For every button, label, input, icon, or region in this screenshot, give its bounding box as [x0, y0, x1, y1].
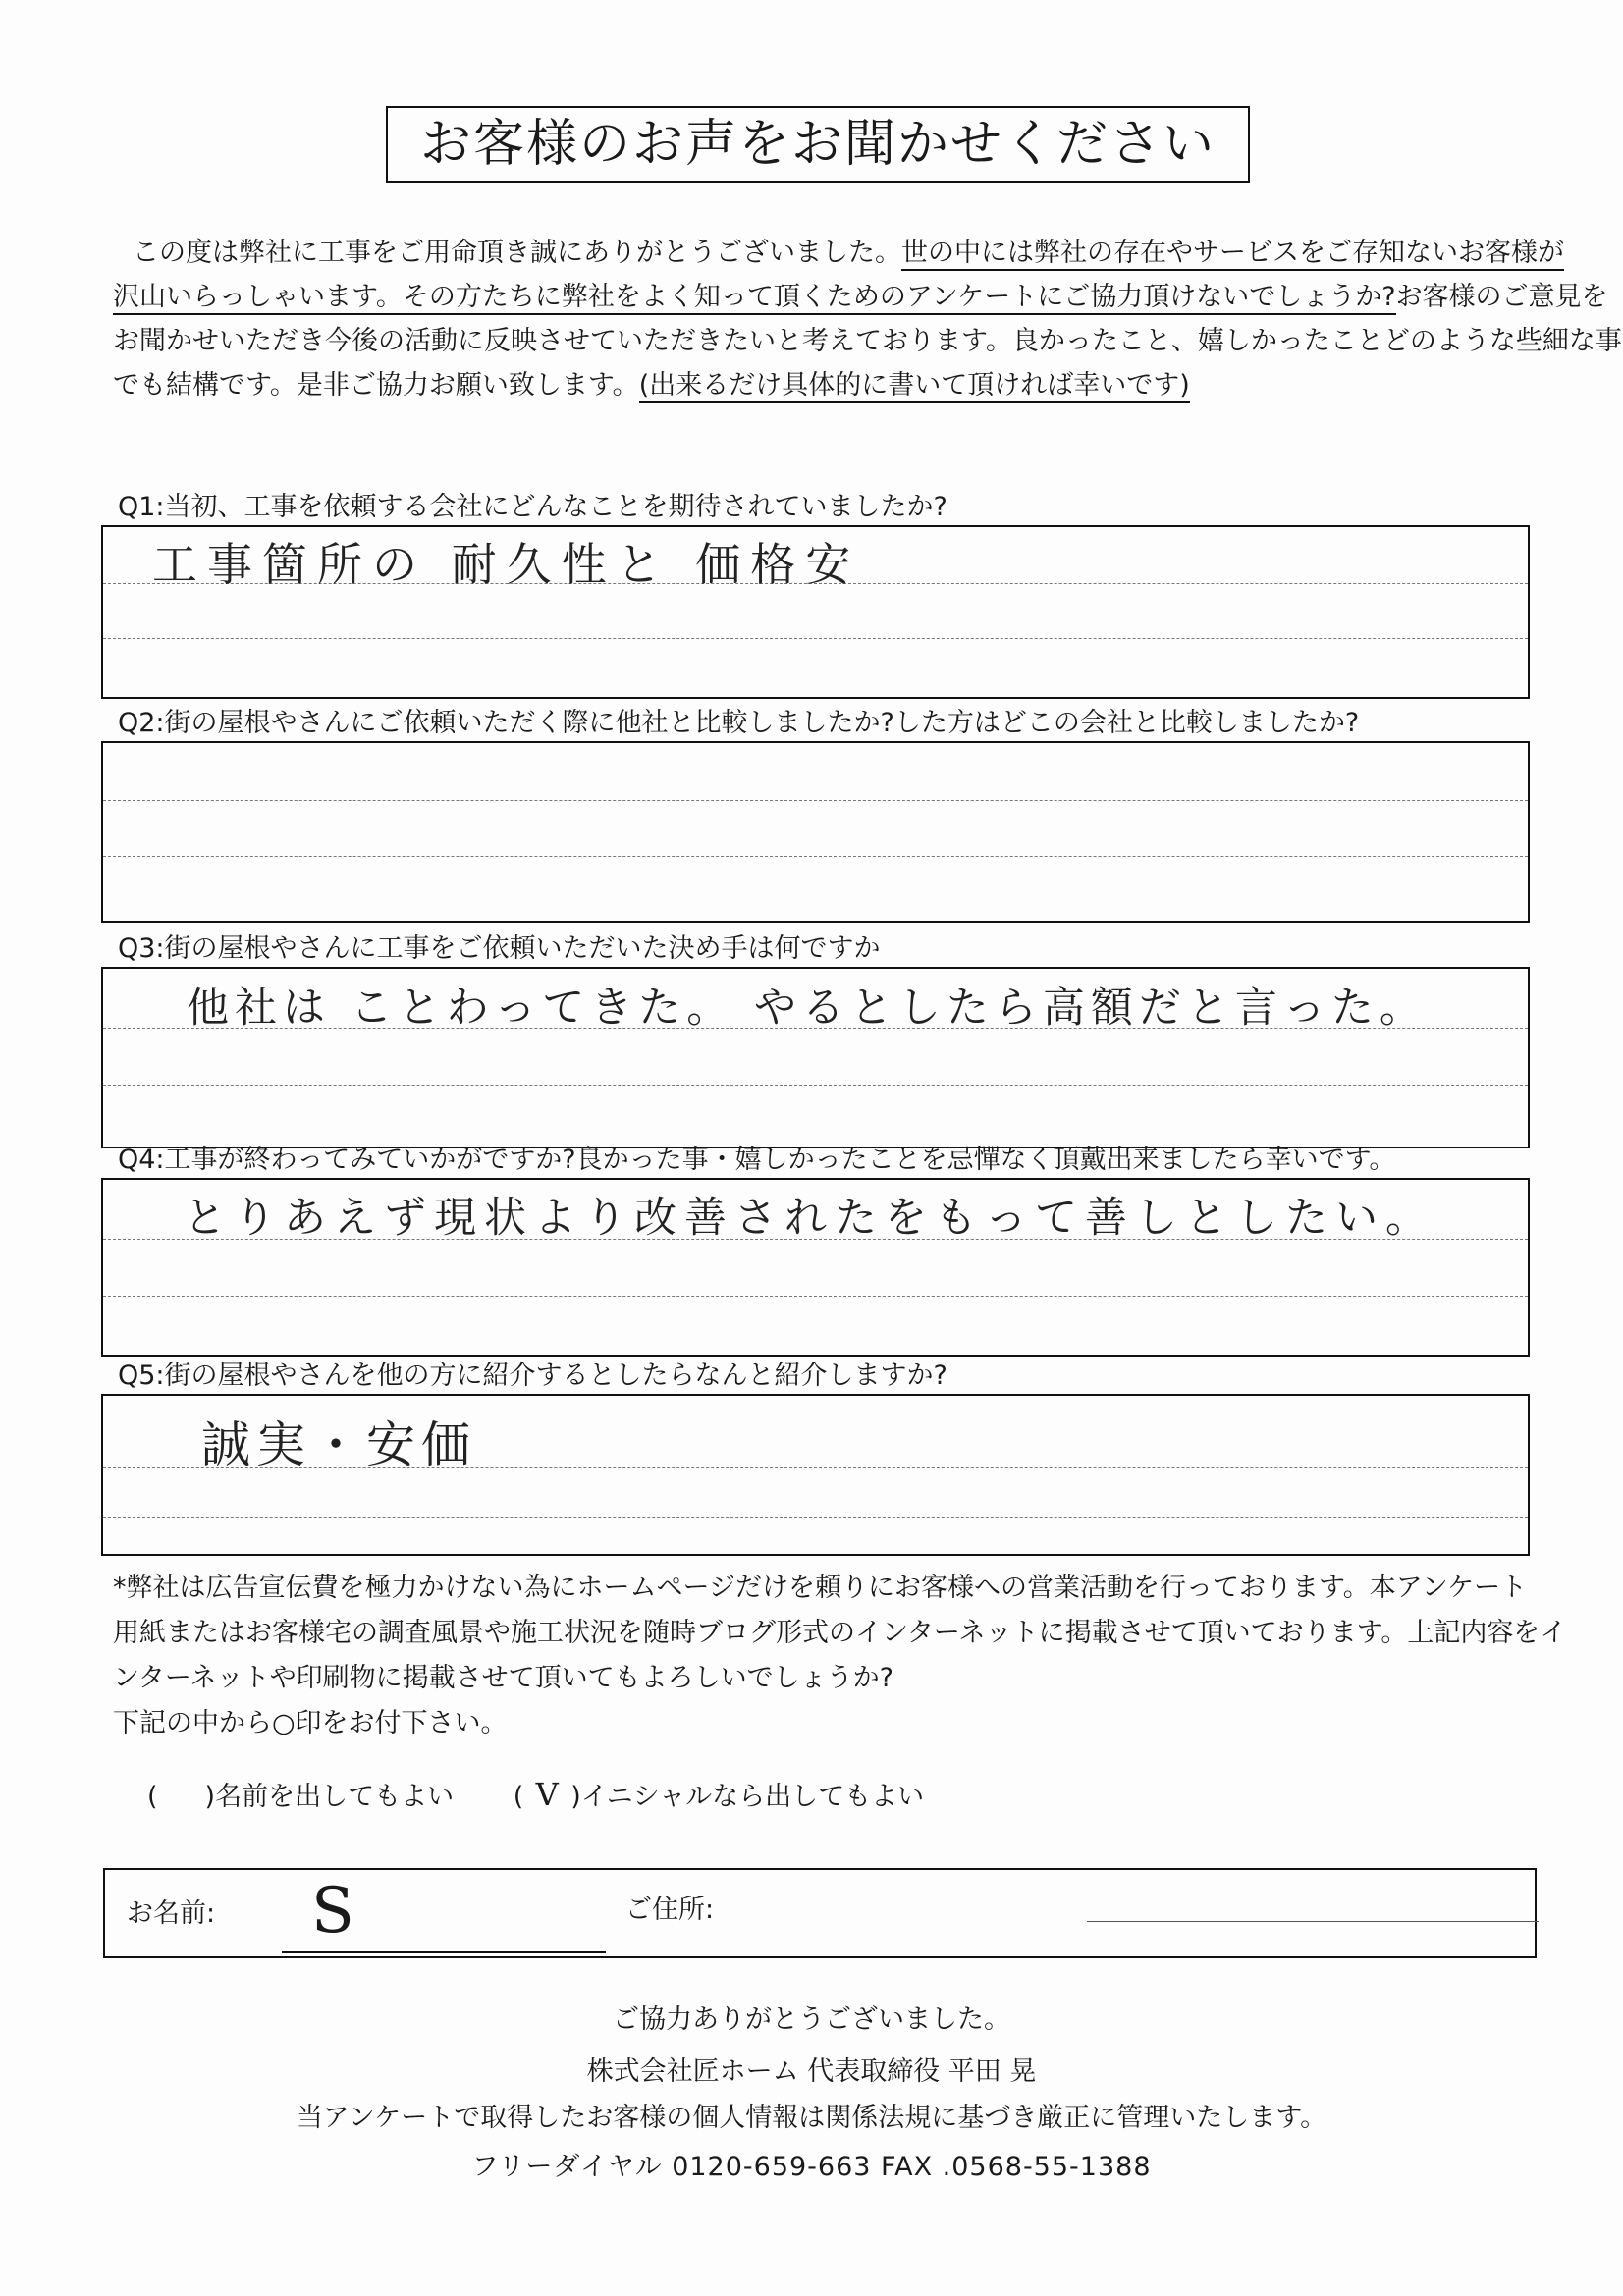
answer-rule	[103, 856, 1528, 857]
option-name-ok-label: 名前を出してもよい	[215, 1782, 455, 1812]
intro-line-2b: お客様のご意見を	[1395, 282, 1608, 312]
notice-line-3: ンターネットや印刷物に掲載させて頂いてもよろしいでしょうか?	[113, 1663, 893, 1693]
publication-notice	[113, 1566, 1567, 1746]
answer-box-5[interactable]	[101, 1394, 1530, 1556]
answer-rule	[103, 1517, 1528, 1518]
answer-box-3[interactable]	[101, 967, 1530, 1148]
option-name-ok[interactable]: ( )名前を出してもよい	[147, 1782, 455, 1812]
answer-5-handwriting: 誠実・安価	[201, 1416, 476, 1473]
intro-line-2a: 沢山いらっしゃいます。その方たちに弊社をよく知って頂くためのアンケートにご協力頂けないでしょうか?	[113, 282, 1396, 315]
answer-rule	[103, 638, 1528, 639]
footer-thanks: ご協力ありがとうございました。	[613, 2004, 1010, 2035]
footer-privacy: 当アンケートで取得したお客様の個人情報は関係法規に基づき厳正に管理いたします。	[296, 2103, 1327, 2133]
answer-box-2[interactable]	[101, 741, 1530, 923]
option-initials-ok-mark: V	[535, 1776, 559, 1813]
intro-text	[113, 231, 1622, 407]
answer-4-handwriting: とりあえず現状より改善されたをもって善しとしたい。	[184, 1194, 1435, 1243]
intro-line-1a: この度は弊社に工事をご用命頂き誠にありがとうございました。	[133, 238, 901, 268]
intro-line-1	[113, 231, 1564, 275]
footer-contact: フリーダイヤル 0120-659-663 FAX .0568-55-1388	[471, 2152, 1152, 2182]
answer-rule	[103, 800, 1528, 801]
intro-line-4b: (出来るだけ具体的に書いて頂ければ幸いです)	[639, 370, 1190, 403]
intro-line-3: お聞かせいただき今後の活動に反映させていただきたいと考えております。良かったこと、嬉しかったことどのような些細な事	[113, 326, 1622, 356]
intro-line-1b: 世の中には弊社の存在やサービスをご存知ないお客様が	[901, 238, 1564, 271]
answer-rule	[103, 1085, 1528, 1086]
intro-line-4	[113, 363, 1546, 407]
question-2-label: Q2:街の屋根やさんにご依頼いただく際に他社と比較しましたか?した方はどこの会社と比較しましたか?	[118, 708, 1360, 738]
customer-info-box	[103, 1868, 1537, 1958]
answer-3-handwriting: 他社は ことわってきた。 やるとしたら高額だと言った。	[187, 984, 1428, 1033]
footer-company: 株式会社匠ホーム 代表取締役 平田 晃	[586, 2056, 1037, 2087]
answer-box-1[interactable]	[101, 525, 1530, 699]
option-initials-ok-label: イニシャルなら出してもよい	[580, 1782, 925, 1812]
notice-line-1: *弊社は広告宣伝費を極力かけない為にホームページだけを頼りにお客様への営業活動を行っております。本アンケート	[113, 1573, 1528, 1603]
name-value[interactable]: S	[311, 1875, 354, 1948]
address-line[interactable]	[1087, 1921, 1539, 1922]
name-underline	[282, 1951, 606, 1953]
name-label: お名前:	[127, 1898, 216, 1929]
answer-rule	[103, 1296, 1528, 1297]
address-label: ご住所:	[625, 1895, 715, 1925]
option-initials-ok[interactable]: ( V )イニシャルなら出してもよい	[513, 1776, 925, 1813]
answer-box-4[interactable]	[101, 1178, 1530, 1357]
question-4-label: Q4:工事が終わってみていかがですか?良かった事・嬉しかったことを忌憚なく頂戴出来ましたら幸いです。	[118, 1145, 1396, 1175]
intro-line-2	[113, 275, 1608, 319]
question-5-label: Q5:街の屋根やさんを他の方に紹介するとしたらなんと紹介しますか?	[118, 1361, 947, 1391]
permission-options	[147, 1775, 975, 1813]
question-1-label: Q1:当初、工事を依頼する会社にどんなことを期待されていましたか?	[118, 492, 947, 522]
notice-line-2: 用紙またはお客様宅の調査風景や施工状況を随時ブログ形式のインターネットに掲載させて頂いております。上記内容をイ	[113, 1618, 1567, 1648]
notice-line-4: 下記の中から○印をお付下さい。	[113, 1708, 508, 1738]
question-3-label: Q3:街の屋根やさんに工事をご依頼いただいた決め手は何ですか	[118, 934, 881, 964]
intro-line-4a: でも結構です。是非ご協力お願い致します。	[113, 370, 639, 400]
answer-1-handwriting: 工事箇所の 耐久性と 価格安	[152, 538, 861, 591]
form-title: お客様のお声をお聞かせください	[386, 106, 1250, 183]
